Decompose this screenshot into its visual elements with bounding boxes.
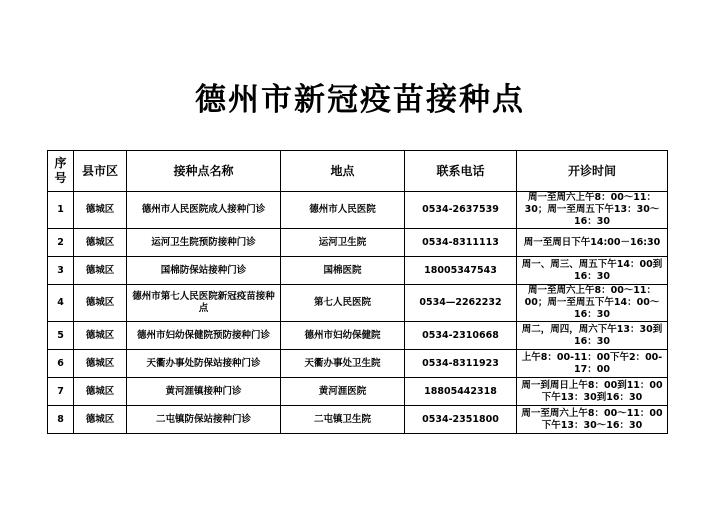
cell-location: 天衢办事处卫生院 (281, 350, 405, 378)
cell-district: 德城区 (74, 350, 127, 378)
table-row (48, 378, 668, 406)
header-phone: 联系电话 (405, 151, 517, 192)
cell-phone: 0534—2262232 (405, 285, 517, 322)
table-row (48, 192, 668, 229)
cell-phone: 18005347543 (405, 257, 517, 285)
cell-hours: 周一至周日下午14:00－16:30 (517, 229, 668, 257)
page-title: 德州市新冠疫苗接种点 (195, 82, 525, 118)
cell-location: 国棉医院 (281, 257, 405, 285)
cell-site-name: 德州市妇幼保健院预防接种门诊 (127, 322, 281, 350)
cell-district: 德城区 (74, 322, 127, 350)
cell-phone: 18805442318 (405, 378, 517, 406)
cell-hours: 周一至周六上午8：00～11：00；周一至周五下午14：00～16：30 (517, 285, 668, 322)
cell-location: 二屯镇卫生院 (281, 406, 405, 434)
cell-index: 2 (48, 229, 74, 257)
header-site-name: 接种点名称 (127, 151, 281, 192)
table-row (48, 406, 668, 434)
cell-district: 德城区 (74, 378, 127, 406)
cell-index: 7 (48, 378, 74, 406)
cell-site-name: 二屯镇防保站接种门诊 (127, 406, 281, 434)
table-row (48, 257, 668, 285)
cell-index: 5 (48, 322, 74, 350)
cell-hours: 上午8：00-11：00下午2：00-17：00 (517, 350, 668, 378)
cell-phone: 0534-8311923 (405, 350, 517, 378)
cell-district: 德城区 (74, 406, 127, 434)
cell-hours: 周二，周四，周六下午13：30到16：30 (517, 322, 668, 350)
cell-site-name: 国棉防保站接种门诊 (127, 257, 281, 285)
cell-hours: 周一、周三、周五下午14：00到16：30 (517, 257, 668, 285)
cell-index: 8 (48, 406, 74, 434)
cell-site-name: 黄河涯镇接种门诊 (127, 378, 281, 406)
cell-location: 德州市人民医院 (281, 192, 405, 229)
cell-hours: 周一至周六上午8：00～11：30；周一至周五下午13：30～16：30 (517, 192, 668, 229)
vaccination-sites-table (47, 150, 668, 434)
cell-phone: 0534-2637539 (405, 192, 517, 229)
cell-location: 第七人民医院 (281, 285, 405, 322)
cell-phone: 0534-2351800 (405, 406, 517, 434)
cell-district: 德城区 (74, 229, 127, 257)
cell-site-name: 运河卫生院预防接种门诊 (127, 229, 281, 257)
header-index: 序号 (48, 151, 74, 192)
header-location: 地点 (281, 151, 405, 192)
table-header-row (48, 151, 668, 192)
cell-index: 6 (48, 350, 74, 378)
cell-hours: 周一至周六上午8：00～11：00下午13：30～16：30 (517, 406, 668, 434)
cell-index: 3 (48, 257, 74, 285)
cell-site-name: 德州市人民医院成人接种门诊 (127, 192, 281, 229)
cell-site-name: 德州市第七人民医院新冠疫苗接种点 (127, 285, 281, 322)
header-hours: 开诊时间 (517, 151, 668, 192)
table-row (48, 285, 668, 322)
cell-location: 德州市妇幼保健院 (281, 322, 405, 350)
cell-site-name: 天衢办事处防保站接种门诊 (127, 350, 281, 378)
cell-location: 黄河涯医院 (281, 378, 405, 406)
table-row (48, 350, 668, 378)
cell-phone: 0534-2310668 (405, 322, 517, 350)
cell-district: 德城区 (74, 285, 127, 322)
table-row (48, 229, 668, 257)
cell-index: 1 (48, 192, 74, 229)
cell-phone: 0534-8311113 (405, 229, 517, 257)
cell-location: 运河卫生院 (281, 229, 405, 257)
cell-index: 4 (48, 285, 74, 322)
cell-district: 德城区 (74, 192, 127, 229)
cell-hours: 周一到周日上午8：00到11：00下午13：30到16：30 (517, 378, 668, 406)
table-row (48, 322, 668, 350)
header-district: 县市区 (74, 151, 127, 192)
cell-district: 德城区 (74, 257, 127, 285)
